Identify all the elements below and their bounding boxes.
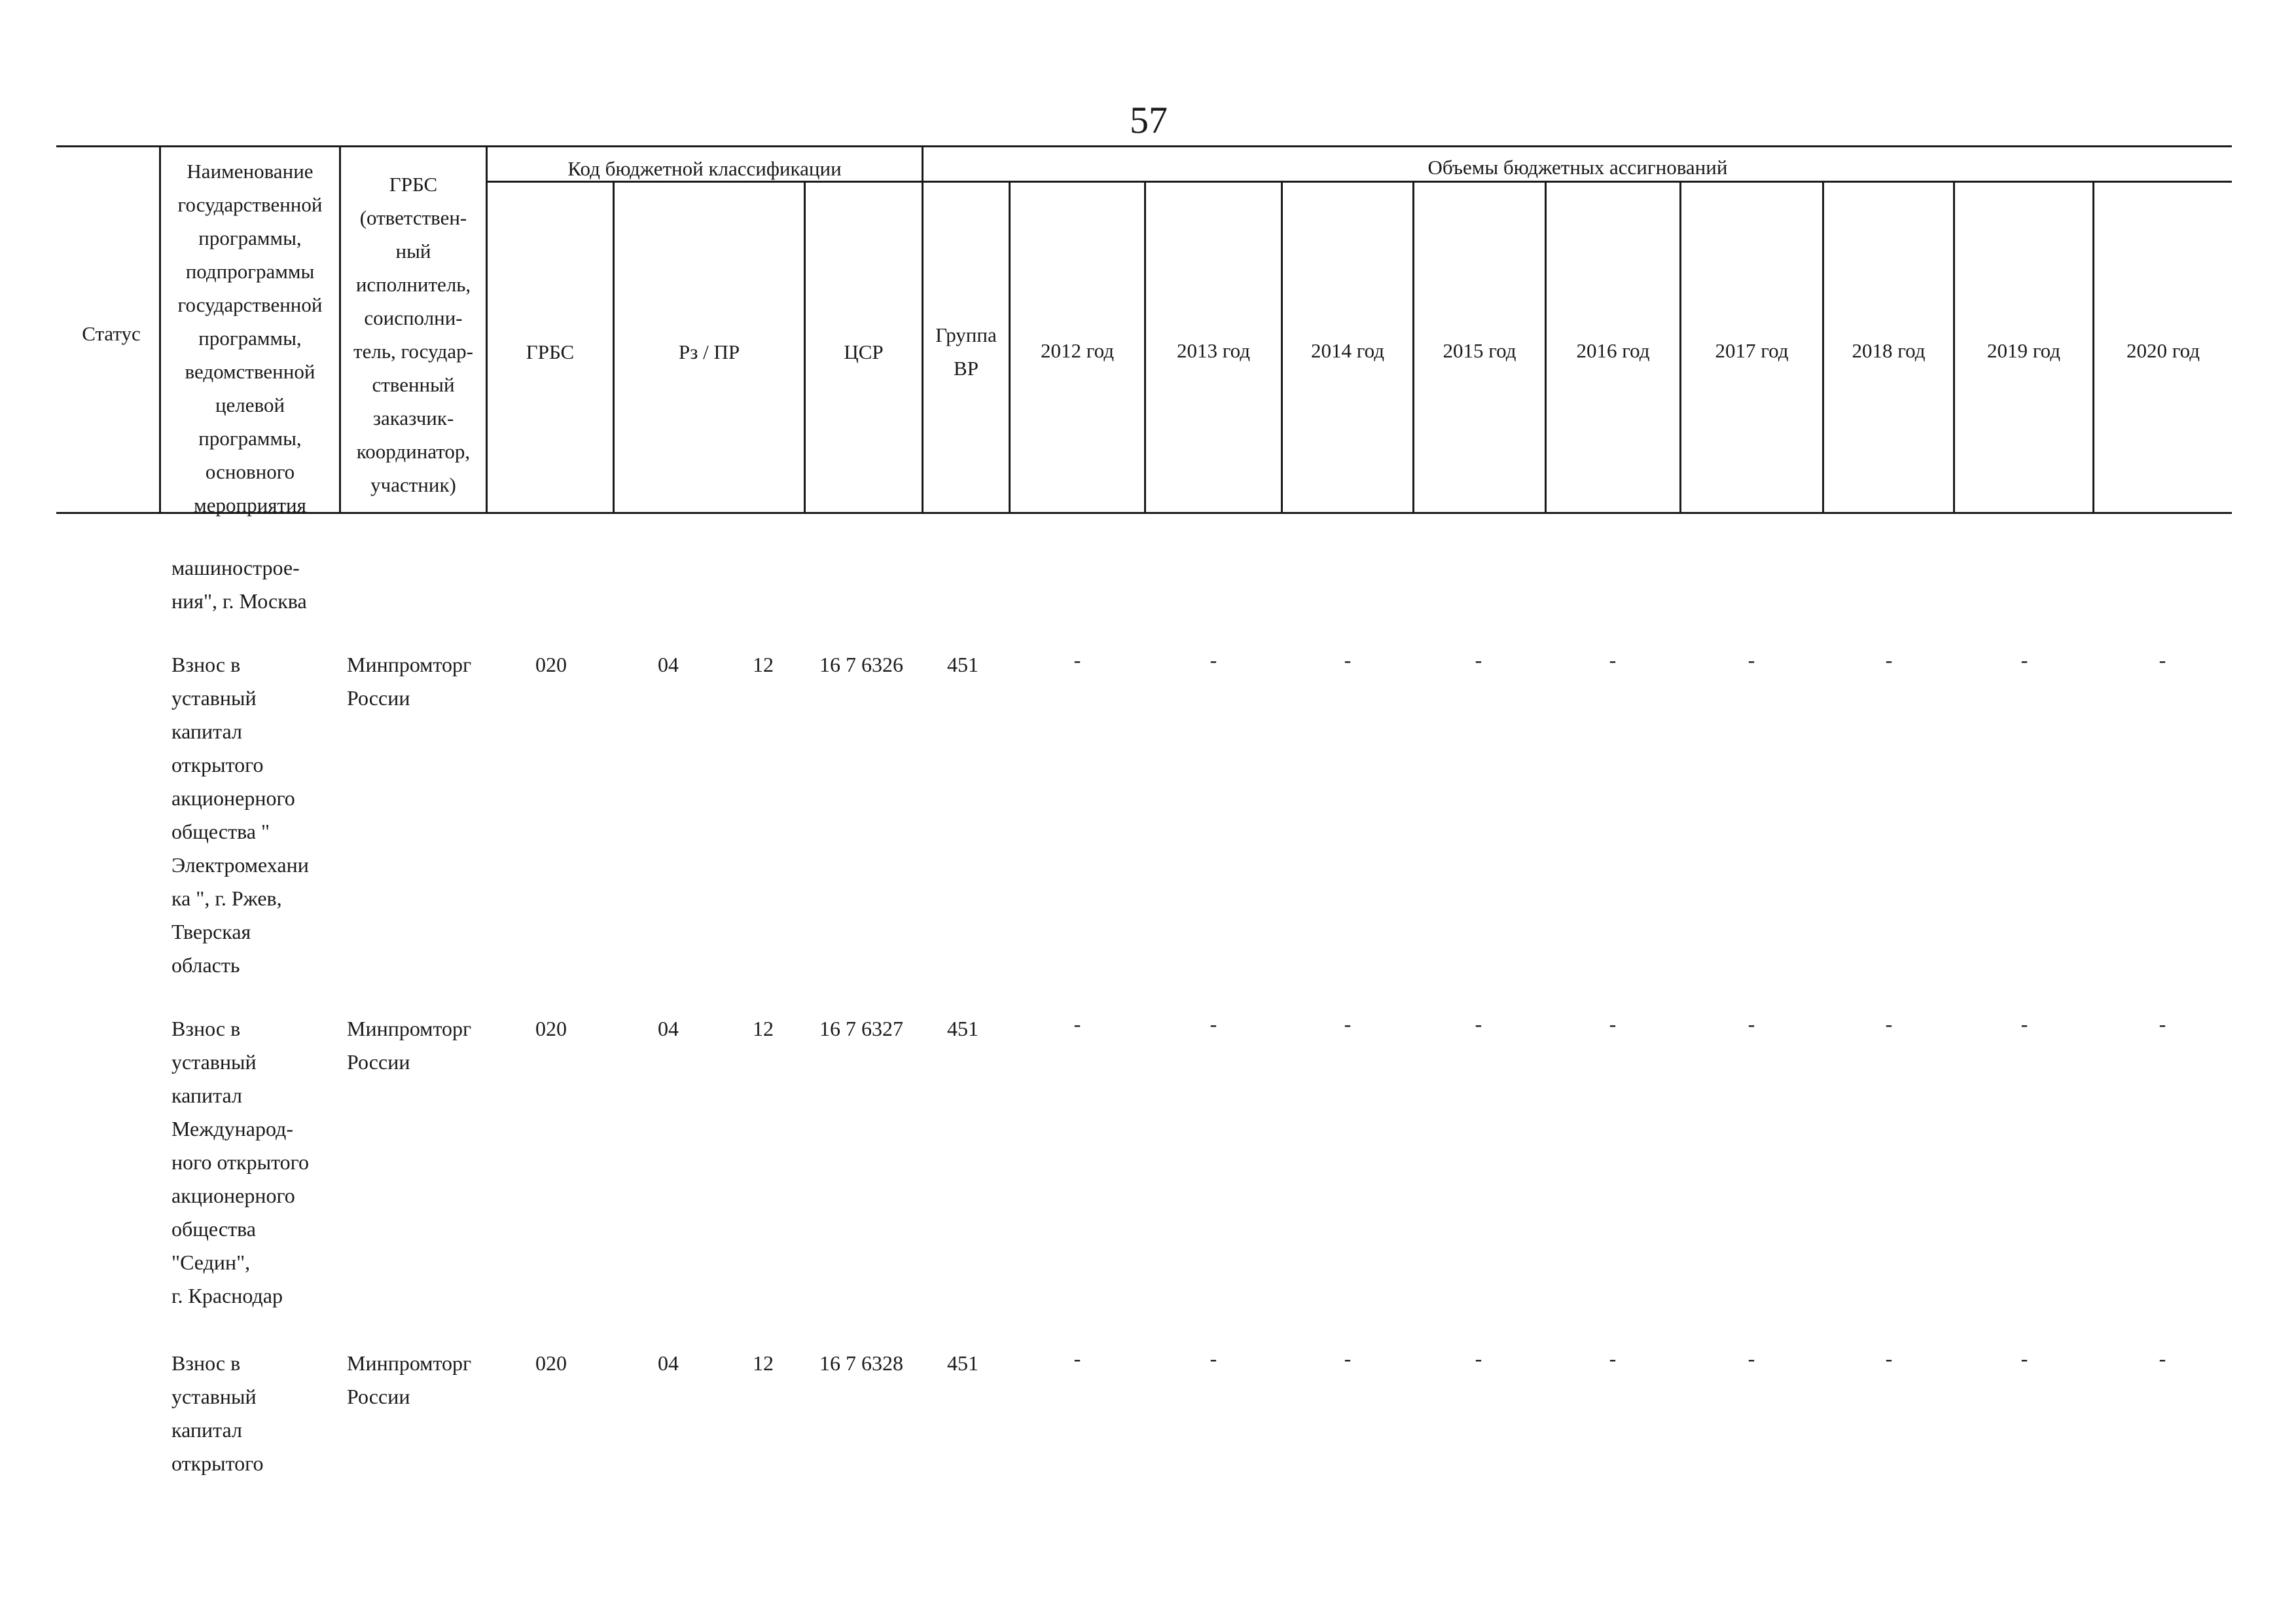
row-value-2013: - bbox=[1210, 1012, 1217, 1036]
header-grbs-code: ГРБС bbox=[526, 340, 575, 363]
row-vr: 451 bbox=[947, 653, 978, 676]
row-value-2018: - bbox=[1885, 648, 1893, 672]
row-rz: 04 bbox=[658, 1351, 679, 1375]
row-pr: 12 bbox=[753, 1017, 774, 1040]
row-value-2014: - bbox=[1344, 1012, 1352, 1036]
header-year-2016: 2016 год bbox=[1576, 339, 1650, 362]
header-program-name: Наименование государственной программы, подпрограммы государственной программы, ведомственной целевой программы, основного мероприятия bbox=[177, 160, 323, 517]
row-value-2013: - bbox=[1210, 1347, 1217, 1370]
row-value-2017: - bbox=[1748, 648, 1755, 672]
row-value-2018: - bbox=[1885, 1012, 1893, 1036]
row-value-2015: - bbox=[1475, 1347, 1482, 1370]
row-value-2016: - bbox=[1609, 648, 1617, 672]
header-year-2017: 2017 год bbox=[1715, 339, 1789, 362]
row-value-2017: - bbox=[1748, 1012, 1755, 1036]
header-budget-volumes: Объемы бюджетных ассигнований bbox=[1427, 156, 1728, 179]
header-year-2018: 2018 год bbox=[1852, 339, 1926, 362]
row-rz: 04 bbox=[658, 653, 679, 676]
header-year-2013: 2013 год bbox=[1176, 339, 1251, 362]
row-program-name: Взнос в уставный капитал Международ- ного открытого акционерного общества "Седин", г. Краснодар bbox=[171, 1017, 309, 1307]
row-value-2015: - bbox=[1475, 1012, 1482, 1036]
row-vr: 451 bbox=[947, 1351, 978, 1375]
header-status: Статус bbox=[82, 322, 141, 345]
row-pr: 12 bbox=[753, 1351, 774, 1375]
row-value-2020: - bbox=[2159, 1347, 2166, 1370]
row-value-2014: - bbox=[1344, 1347, 1352, 1370]
row-vr: 451 bbox=[947, 1017, 978, 1040]
header-year-2020: 2020 год bbox=[2126, 339, 2200, 362]
row-pr: 12 bbox=[753, 653, 774, 676]
row-value-2014: - bbox=[1344, 648, 1352, 672]
row-program-name: Взнос в уставный капитал открытого bbox=[171, 1351, 264, 1475]
header-rz-pr: Рз / ПР bbox=[678, 340, 740, 363]
header-vr-group: Группа ВР bbox=[935, 323, 997, 380]
header-year-2014: 2014 год bbox=[1310, 339, 1385, 362]
row-value-2019: - bbox=[2020, 1347, 2028, 1370]
row-grbs-code: 020 bbox=[535, 1351, 567, 1375]
row-csr: 16 7 6326 bbox=[819, 653, 903, 676]
row-value-2017: - bbox=[1748, 1347, 1755, 1370]
header-year-2019: 2019 год bbox=[1986, 339, 2061, 362]
row-value-2016: - bbox=[1609, 1347, 1617, 1370]
row-value-2019: - bbox=[2020, 1012, 2028, 1036]
page-number: 57 bbox=[1130, 99, 1168, 141]
header-grbs-executor: ГРБС (ответствен- ный исполнитель, соисполни- тель, государ- ственный заказчик- координатор, участник) bbox=[353, 173, 473, 496]
row-value-2012: - bbox=[1073, 1347, 1081, 1370]
row-value-2015: - bbox=[1475, 648, 1482, 672]
row-csr: 16 7 6327 bbox=[819, 1017, 903, 1040]
row-grbs-code: 020 bbox=[535, 1017, 567, 1040]
continuation-text: машинострое- ния", г. Москва bbox=[171, 556, 307, 613]
row-value-2019: - bbox=[2020, 648, 2028, 672]
row-value-2012: - bbox=[1073, 648, 1081, 672]
row-grbs-executor: Минпромторг России bbox=[347, 653, 472, 710]
header-year-2012: 2012 год bbox=[1040, 339, 1115, 362]
header-year-2015: 2015 год bbox=[1443, 339, 1516, 362]
row-value-2012: - bbox=[1073, 1012, 1081, 1036]
row-value-2018: - bbox=[1885, 1347, 1893, 1370]
row-value-2013: - bbox=[1210, 648, 1217, 672]
row-grbs-code: 020 bbox=[535, 653, 567, 676]
row-rz: 04 bbox=[658, 1017, 679, 1040]
row-grbs-executor: Минпромторг России bbox=[347, 1351, 472, 1408]
row-grbs-executor: Минпромторг России bbox=[347, 1017, 472, 1074]
row-value-2020: - bbox=[2159, 1012, 2166, 1036]
row-csr: 16 7 6328 bbox=[819, 1351, 903, 1375]
header-budget-code: Код бюджетной классификации bbox=[567, 157, 842, 180]
row-program-name: Взнос в уставный капитал открытого акционерного общества " Электромехани ка ", г. Ржев, Тверская область bbox=[171, 653, 309, 977]
header-csr: ЦСР bbox=[844, 340, 884, 363]
row-value-2020: - bbox=[2159, 648, 2166, 672]
row-value-2016: - bbox=[1609, 1012, 1617, 1036]
